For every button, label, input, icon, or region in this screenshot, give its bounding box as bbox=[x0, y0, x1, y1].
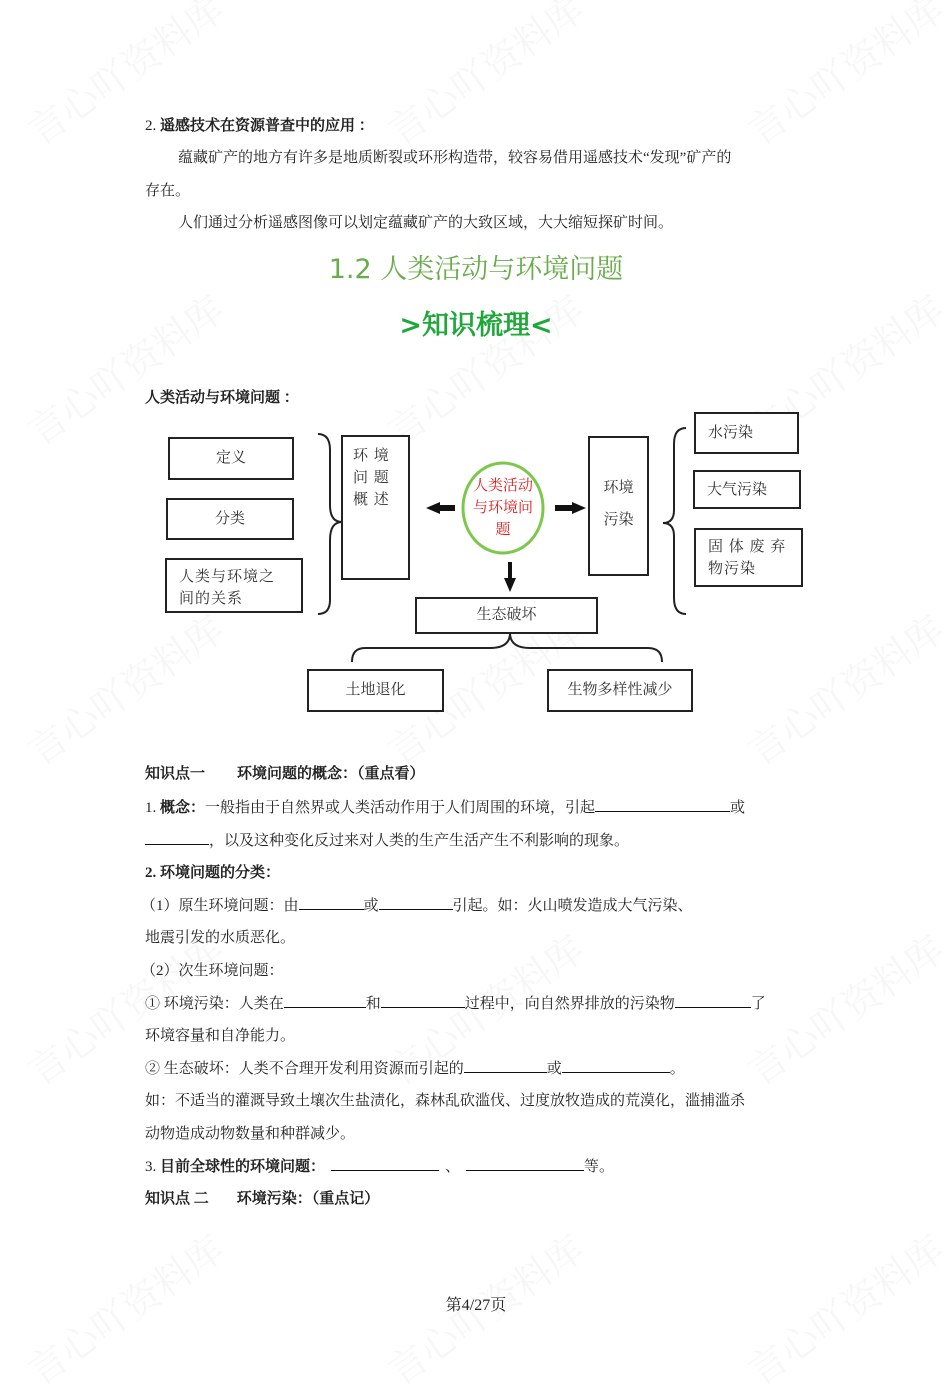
paragraph-cont: 存在。 bbox=[145, 183, 191, 199]
primary-line-2: 地震引发的水质恶化。 bbox=[145, 930, 296, 946]
fill-blank[interactable] bbox=[381, 993, 465, 1008]
text: 、 bbox=[445, 1159, 461, 1175]
fill-blank[interactable] bbox=[145, 830, 209, 845]
box-classification: 分类 bbox=[166, 498, 294, 540]
fill-blank[interactable] bbox=[331, 1156, 439, 1171]
fill-blank[interactable] bbox=[675, 993, 751, 1008]
num: 1. bbox=[145, 800, 157, 816]
paragraph: 蕴藏矿产的地方有许多是地质断裂或环形构造带，较容易借用遥感技术“发现”矿产的 bbox=[178, 150, 732, 166]
example-line-2: 动物造成动物数量和种群减少。 bbox=[145, 1126, 356, 1142]
text: 了 bbox=[750, 996, 766, 1012]
label: 目前全球性的环境问题： bbox=[160, 1159, 326, 1175]
text: 等。 bbox=[584, 1159, 615, 1175]
concept-line bbox=[145, 797, 745, 818]
fill-blank[interactable] bbox=[595, 797, 730, 812]
text: 。 bbox=[669, 1061, 685, 1077]
page-footer: 第4/27页 bbox=[445, 1297, 507, 1314]
text: 一般指由于自然界或人类活动作用于人们周围的环境，引起 bbox=[205, 800, 596, 816]
left-brace bbox=[318, 434, 342, 614]
box-solid-waste: 固 体 废 弃 物污染 bbox=[694, 528, 803, 587]
pollution-line-2: 环境容量和自净能力。 bbox=[145, 1028, 296, 1044]
fill-blank[interactable] bbox=[562, 1058, 670, 1073]
k1-heading bbox=[145, 764, 425, 784]
fill-blank[interactable] bbox=[464, 1058, 547, 1073]
box-definition: 定义 bbox=[168, 437, 294, 480]
text: （1）原生环境问题：由 bbox=[141, 898, 299, 914]
box-overview: 环 境 问 题 概 述 bbox=[341, 435, 410, 580]
box-eco-damage: 生态破坏 bbox=[415, 597, 598, 634]
bottom-brace-right bbox=[510, 633, 662, 662]
text: ① 环境污染：人类在 bbox=[145, 996, 284, 1012]
text: ，以及这种变化反过来对人类的生产生活产生不利影响的现象。 bbox=[209, 833, 630, 849]
secondary-heading: （2）次生环境问题： bbox=[141, 963, 284, 979]
arrow-left bbox=[426, 502, 455, 514]
k2-heading bbox=[145, 1189, 379, 1209]
text: 引起。如：火山喷发造成大气污染、 bbox=[452, 898, 693, 914]
box-water-pollution: 水污染 bbox=[694, 412, 799, 454]
global-issues-line bbox=[145, 1156, 614, 1177]
k2-title: 环境污染：（重点记） bbox=[236, 1191, 380, 1207]
arrow-down bbox=[504, 562, 516, 592]
fill-blank[interactable] bbox=[466, 1156, 584, 1171]
box-land-degradation: 土地退化 bbox=[307, 669, 444, 712]
watermark bbox=[735, 920, 952, 1096]
text: 或 bbox=[546, 1061, 562, 1077]
classification-heading: 2. 环境问题的分类： bbox=[145, 865, 281, 881]
pollution-line bbox=[145, 993, 766, 1014]
text: 和 bbox=[365, 996, 381, 1012]
bottom-brace-left bbox=[352, 633, 510, 662]
heading-text: 遥感技术在资源普查中的应用 ： bbox=[160, 118, 374, 134]
arrow-right bbox=[555, 502, 586, 514]
sub-title: >知识梳理< bbox=[399, 310, 553, 341]
fill-blank[interactable] bbox=[299, 895, 364, 910]
text: 过程中，向自然界排放的污染物 bbox=[464, 996, 675, 1012]
box-air-pollution: 大气污染 bbox=[693, 470, 801, 509]
chapter-title: 1.2 人类活动与环境问题 bbox=[328, 254, 624, 285]
box-pollution: 环境 污染 bbox=[588, 436, 649, 576]
paragraph: 人们通过分析遥感图像可以划定蕴藏矿产的大致区域，大大缩短探矿时间。 bbox=[178, 215, 674, 231]
diagram-heading: 人类活动与环境问题 ： bbox=[145, 390, 299, 406]
eco-line bbox=[145, 1058, 685, 1079]
fill-blank[interactable] bbox=[379, 895, 453, 910]
box-biodiversity: 生物多样性减少 bbox=[547, 669, 693, 712]
fill-blank[interactable] bbox=[284, 993, 366, 1008]
heading-number: 2. bbox=[145, 118, 157, 134]
k2-label: 知识点 二 bbox=[145, 1191, 209, 1207]
num: 3. bbox=[145, 1159, 157, 1175]
k1-title: 环境问题的概念：（重点看） bbox=[237, 766, 425, 782]
center-label: 人类活动与环境问题 bbox=[472, 476, 533, 538]
text: 或 bbox=[363, 898, 379, 914]
concept-label: 概念： bbox=[160, 800, 206, 816]
concept-line-2 bbox=[145, 830, 629, 851]
text: ② 生态破坏：人类不合理开发利用资源而引起的 bbox=[145, 1061, 464, 1077]
primary-line bbox=[141, 895, 693, 916]
k1-label: 知识点一 bbox=[145, 766, 206, 782]
box-relationship: 人类与环境之间的关系 bbox=[165, 558, 303, 613]
text: 或 bbox=[730, 800, 746, 816]
right-brace bbox=[663, 428, 686, 614]
example-line: 如：不适当的灌溉导致土壤次生盐渍化，森林乱砍滥伐、过度放牧造成的荒漠化，滥捕滥杀 bbox=[145, 1093, 746, 1109]
